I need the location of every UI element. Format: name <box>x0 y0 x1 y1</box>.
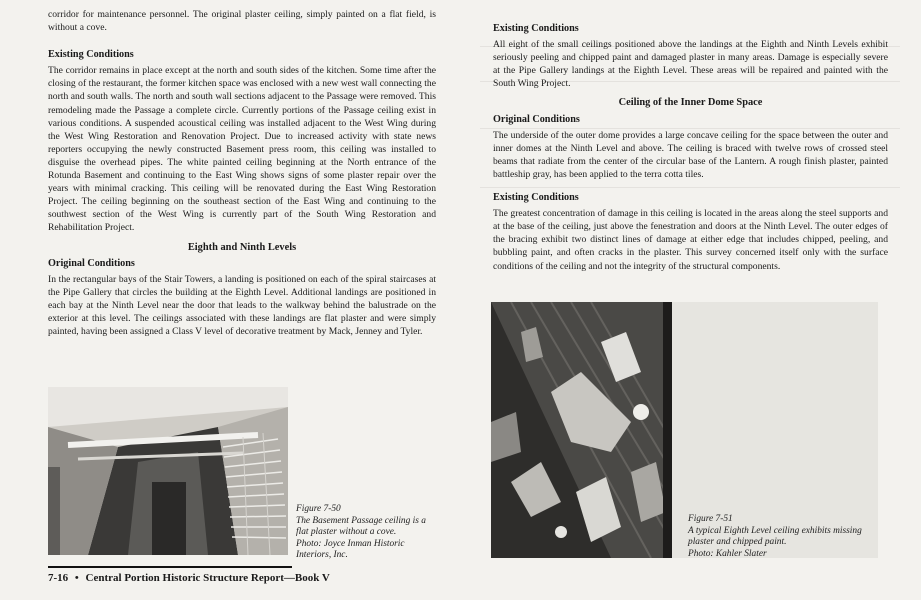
existing-conditions2-heading: Existing Conditions <box>493 192 579 204</box>
figure-7-51-caption <box>688 514 878 560</box>
page-number: 7-16 <box>48 572 69 584</box>
figure-7-51-description: A typical Eighth Level ceiling exhibits missing plaster and chipped paint. <box>688 525 862 548</box>
figure-7-50-label: Figure 7-50 <box>296 504 341 514</box>
existing-conditions2-text: The greatest concentration of damage in this ceiling is located in the areas along the steel supports and at the base of the ceiling, just above the fenestration and doors at the Ninth Level. The outer edges of the bracing exhibit two distinct lines of damage at either edge that includes chipped, peeling, and bubbling paint, and often cracks in the plaster. This survey concerned itself only with the surface conditions of the ceiling and not the integrity of the structural components. <box>493 208 888 272</box>
original-conditions-heading: Original Conditions <box>48 257 135 269</box>
existing-conditions-text: The corridor remains in place except at the north and south sides of the kitchen. Some time after the closing of the restaurant, the former kitchen space was enclosed with a new west wall connecting the north and south walls. The north and south wall sections adjacent to the Passage were removed. This remodeling made the Passage a complete circle. Currently portions of the Passage ceiling exist in various conditions. A suspended acoustical ceiling was installed adjacent to the West Wing during the West Wing Restoration and Renovation Project. Due to increased activity with state news reporters occupying the newly constructed Basement press room, this ceiling was installed to disguise the overhead pipes. The white painted ceiling beginning at the North entrance of the Rotunda Basement and continuing to the East Wing shows signs of some plaster repair over the years with minimal cracking. This ceiling will be renovated during the East Wing Restoration Project. The ceiling beginning on the southeast section of the East Wing and continuing to the southwest section of the West Wing is currently part of the South Wing Restoration and Rehabilitation Project. <box>48 65 436 234</box>
figure-7-50-description: The Basement Passage ceiling is a flat plaster without a cove. <box>296 515 426 538</box>
right-column <box>493 22 888 279</box>
left-column <box>48 8 436 344</box>
page-footer <box>48 572 330 584</box>
section-heading-inner-dome: Ceiling of the Inner Dome Space <box>618 97 763 109</box>
figure-7-51-label: Figure 7-51 <box>688 514 733 524</box>
original-conditions-heading-right: Original Conditions <box>493 113 580 125</box>
figure-7-50-caption <box>296 504 434 562</box>
original-conditions-text-right: The underside of the outer dome provides a large concave ceiling for the space between the outer and inner domes at the Ninth Level and above. The ceiling is braced with twelve rows of crossed steel beams that radiate from the center of the circular base of the Lantern. A rough finish plaster, painted battleship gray, has been applied to the terra cotta tiles. <box>493 129 888 180</box>
figure-7-51-photo <box>491 302 672 558</box>
existing-conditions-heading-right: Existing Conditions <box>493 23 579 34</box>
existing-conditions-text-right: All eight of the small ceilings positioned above the landings at the Eighth and Ninth Levels exhibit seriously peeling and chipped paint and damaged plaster in many areas. Damage is especially severe at the Pipe Gallery landings at the Eighth Level. These areas will be repaired and painted with the South Wing Project. <box>493 39 888 90</box>
section-heading-eighth-ninth: Eighth and Ninth Levels <box>187 241 297 253</box>
intro-paragraph: corridor for maintenance personnel. The original plaster ceiling, simply painted on a flat field, is without a cove. <box>48 9 436 34</box>
figure-7-51-credit: Photo: Kahler Slater <box>688 548 767 559</box>
footer-rule <box>48 566 292 568</box>
existing-conditions-heading: Existing Conditions <box>48 49 134 61</box>
figure-7-50-photo <box>48 387 288 555</box>
footer-separator: • <box>74 572 79 584</box>
original-conditions-text: In the rectangular bays of the Stair Towers, a landing is positioned on each of the spiral staircases at the Pipe Gallery that circles the building at the Eighth Level. Additional landings are positioned in each bay at the Ninth Level near the door that leads to the walkway behind the balustrade on the exterior at this level. The ceilings associated with these landings are flat plaster and were simply painted, having been assigned a Class V level of decorative treatment by Mack, Jenney and Tyler. <box>48 273 436 338</box>
document-title: Central Portion Historic Structure Report—Book V <box>85 572 330 584</box>
figure-7-50-credit: Photo: Joyce Inman Historic Interiors, Inc. <box>296 538 405 561</box>
